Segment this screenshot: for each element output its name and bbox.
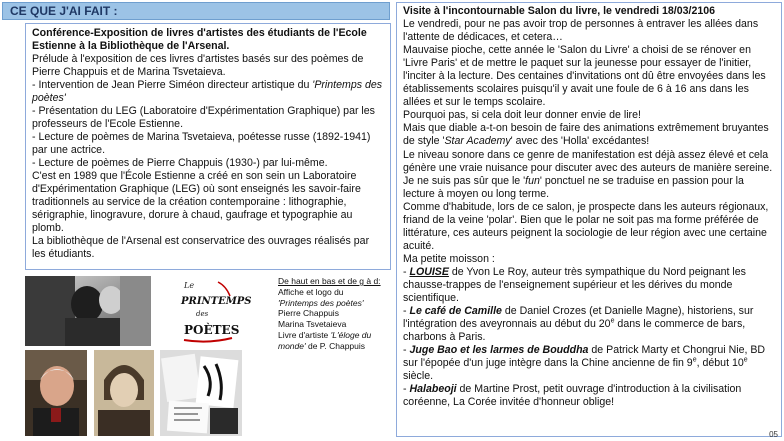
page-number: 05 — [769, 430, 778, 439]
artist-book-photo — [160, 350, 242, 436]
salon-p5: Le niveau sonore dans ce genre de manifestation est déjà assez élevé et cela génère une vraie nuisance pour discuter avec des auteurs de manière sereine. Je ne suis pas sûr que le 'fun' ponctuel ne se traduise en passion pour la lecture à moyen ou long terme. — [403, 148, 773, 200]
conference-box — [25, 23, 391, 270]
salon-heading: Visite à l'incontournable Salon du livre, le vendredi 18/03/2106 — [403, 5, 716, 17]
book-item-2: - Le café de Camille de Daniel Crozes (et Danielle Magne), historiens, sur l'intégration des aveyronnais au début du 20e dans le commerce de bars, charbons à Paris. — [403, 305, 754, 344]
salon-p7: Ma petite moisson : — [403, 252, 495, 265]
caption-title: De haut en bas et de g à d: — [278, 276, 381, 286]
tsvetaieva-photo — [94, 350, 154, 436]
conference-item-4: - Lecture de poèmes de Pierre Chappuis (1930-) par lui-même. — [32, 157, 328, 169]
caption-line-5: Livre d'artiste 'L'éloge du monde' de P. Chappuis — [278, 329, 372, 351]
book-item-3: - Juge Bao et les larmes de Bouddha de Patrick Marty et Chongrui Nie, BD sur l'épopée d'un juge intègre dans la Chine ancienne de fin 9e, début 10e siècle. — [403, 344, 766, 383]
conference-item-3: - Lecture de poèmes de Marina Tsvetaieva, poétesse russe (1892-1941) par une actrice. — [32, 131, 371, 156]
conference-intro: Prélude à l'exposition de ces livres d'artistes basés sur des poèmes de Pierre Chappuis et de Marina Tsvetaieva. — [32, 53, 364, 78]
logo-text-des: des — [196, 310, 209, 318]
caption-line-3: Pierre Chappuis — [278, 308, 339, 319]
book-item-4: - Halabeoji de Martine Prost, petit ouvrage d'introduction à la civilisation coréenne, La Corée invitée d'honneur oblige! — [403, 383, 742, 409]
book-item-1: - LOUISE de Yvon Le Roy, auteur très sympathique du Nord peignant les chausse-trappes de l'enseignement supérieur et les dérives du monde scientifique. — [403, 265, 746, 305]
salon-p6: Comme d'habitude, lors de ce salon, je prospecte dans les auteurs régionaux, friand de la veine 'polar'. Bien que le polar ne soit pas ma forme préférée de littérature, ces auteurs peignent la sociologie de leur région avec une certaine acuité. — [403, 200, 769, 252]
salon-p2: Mauvaise pioche, cette année le 'Salon du Livre' a choisi de se rénover en 'Livre Paris' et de mettre le paquet sur la jeunesse pour essayer de l'initier, l'inciter à la lecture. Des centaines d'invitations ont dû être envoyées dans les établissements scolaires puisqu'il y avait une foule de 6 à 16 ans dans les allées et sur le temps scolaire. — [403, 44, 766, 109]
salon-p3: Pourquoi pas, si cela doit leur donner envie de lire! — [403, 109, 641, 122]
logo-text-le: Le — [184, 281, 195, 290]
poster-photo — [25, 276, 151, 346]
logo-text-poetes: POÈTES — [184, 323, 240, 337]
logo-text-printemps: PRINTEMPS — [181, 296, 252, 307]
printemps-logo — [178, 276, 252, 346]
conference-item-1: - Intervention de Jean Pierre Siméon directeur artistique du 'Printemps des poètes' — [32, 79, 383, 104]
salon-p1: Le vendredi, pour ne pas avoir trop de personnes à entraver les allées dans l'attente de dédicaces, et cetera… — [403, 18, 759, 44]
section-title: CE QUE J'AI FAIT : — [2, 2, 390, 20]
caption-line-1: Affiche et logo du — [278, 286, 344, 297]
conference-heading: Conférence-Exposition de livres d'artistes des étudiants de l'Ecole Estienne à la Bibliothèque de l'Arsenal. — [32, 27, 367, 52]
conference-leg-text: C'est en 1989 que l'École Estienne a créé en son sein un Laboratoire d'Expérimentation Graphique (LEG) où sont enseignés les savoir-faire traditionnels au service de la création contemporaine : lithographie, sérigraphie, linogravure, dorure à chaud, gaufrage et typographie au plomb. — [32, 170, 361, 234]
caption-line-4: Marina Tsvetaieva — [278, 319, 347, 330]
photo-caption — [278, 276, 396, 352]
salon-box — [396, 2, 782, 437]
salon-p4: Mais que diable a-t-on besoin de faire des animations extrêmement bruyantes de style 'Star Academy' avec des 'Holla' excédantes! — [403, 122, 769, 148]
conference-item-2: - Présentation du LEG (Laboratoire d'Expérimentation Graphique) par les professeurs de l'Ecole Estienne. — [32, 105, 375, 130]
conference-arsenal-text: La bibliothèque de l'Arsenal est conservatrice des ouvrages réalisés par les étudiants. — [32, 235, 370, 260]
caption-line-2: 'Printemps des poètes' — [278, 297, 364, 308]
chappuis-photo — [25, 350, 87, 436]
